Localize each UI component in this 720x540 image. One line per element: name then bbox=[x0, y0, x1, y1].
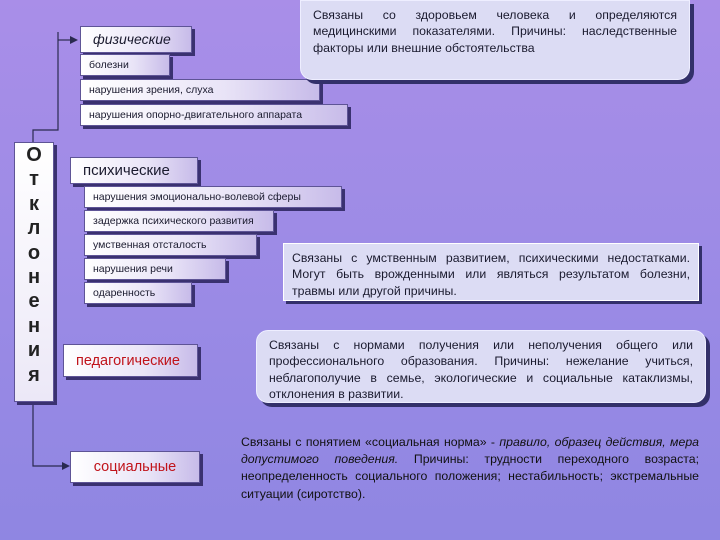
category-physical bbox=[80, 26, 192, 53]
title-letter: я bbox=[28, 363, 40, 386]
category-pedagogical-label: педагогические bbox=[76, 353, 180, 369]
physical-item-vision-hearing bbox=[80, 79, 320, 101]
category-social-label: социальные bbox=[93, 459, 177, 475]
social-note-text-start: Связаны с понятием «социальная норма» - bbox=[241, 435, 500, 449]
title-letter: к bbox=[28, 192, 39, 215]
title-letter: е bbox=[28, 290, 40, 313]
category-social bbox=[70, 451, 200, 483]
title-letter: о bbox=[27, 241, 41, 264]
physical-note bbox=[300, 0, 690, 80]
physical-item-musculoskeletal bbox=[80, 104, 348, 126]
mental-item-label: задержка психического развития bbox=[93, 215, 254, 227]
social-note-text-end: Причины: трудности переходного возраста; неопределенность социального положения; нестабильность; экстремальные ситуации (сиротство). bbox=[241, 452, 699, 501]
mental-item-label: нарушения речи bbox=[93, 263, 173, 275]
category-pedagogical bbox=[63, 344, 198, 377]
physical-item-label: нарушения опорно-двигательного аппарата bbox=[89, 109, 303, 121]
category-physical-label: физические bbox=[93, 31, 171, 47]
title-letter: н bbox=[27, 314, 41, 337]
title-letter: О bbox=[26, 144, 42, 166]
physical-item-label: нарушения зрения, слуха bbox=[89, 84, 214, 96]
title-letter: н bbox=[27, 266, 41, 289]
mental-item-label: умственная отсталость bbox=[93, 239, 207, 251]
pedagogical-note bbox=[256, 330, 706, 403]
mental-item-delay bbox=[84, 210, 274, 232]
pedagogical-note-text: Связаны с нормами получения или неполучения общего или профессионального образования. Причины: нежелание учиться, неблагополучие в семье, экологические и социальные катаклизмы, отклонения в развитии. bbox=[269, 338, 693, 402]
title-letter: л bbox=[27, 217, 41, 240]
mental-item-emotional bbox=[84, 186, 342, 208]
physical-item-diseases bbox=[80, 54, 170, 76]
mental-item-retardation bbox=[84, 234, 257, 256]
social-note bbox=[241, 434, 699, 520]
title-letter: т bbox=[29, 168, 39, 191]
mental-note bbox=[283, 243, 699, 301]
physical-note-text: Связаны со здоровьем человека и определяются медицинскими показателями. Причины: наследственные факторы или внешние обстоятельства bbox=[313, 8, 677, 55]
physical-item-label: болезни bbox=[89, 59, 129, 71]
mental-note-text: Связаны с умственным развитием, психическими недостатками. Могут быть врожденными или являться результатом болезни, травмы или другой причины. bbox=[292, 251, 690, 298]
category-mental-label: психические bbox=[83, 162, 170, 179]
mental-item-label: одаренность bbox=[93, 287, 156, 299]
mental-item-label: нарушения эмоционально-волевой сферы bbox=[93, 191, 301, 203]
mental-item-giftedness bbox=[84, 282, 192, 304]
deviations-vertical-title bbox=[14, 142, 54, 402]
title-letter: и bbox=[27, 339, 41, 362]
mental-item-speech bbox=[84, 258, 226, 280]
social-note-definition: правило, образец действия, мера допустимого поведения. bbox=[241, 435, 699, 467]
category-mental bbox=[70, 157, 198, 184]
